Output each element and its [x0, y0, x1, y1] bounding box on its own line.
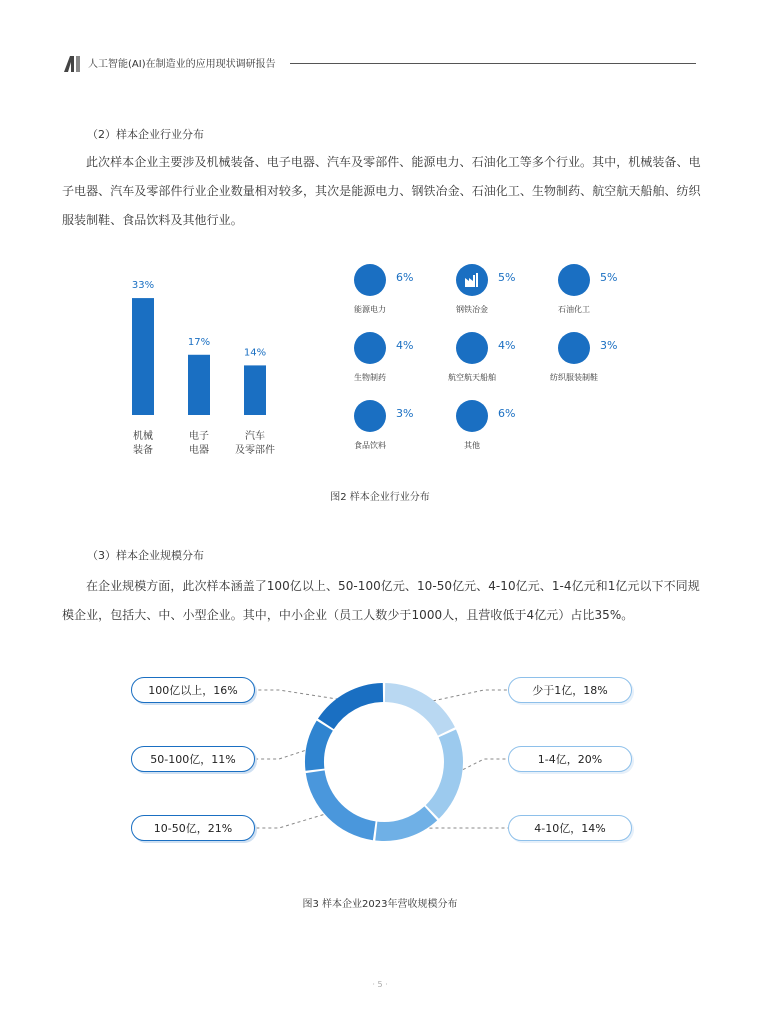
donut-slice: [318, 683, 383, 729]
bar: [244, 365, 266, 415]
industry-pct: 3%: [396, 407, 414, 420]
industry-circle: [354, 400, 386, 432]
donut-label-1-4yi: 1-4亿，20%: [508, 746, 632, 772]
page-number: · 5 ·: [372, 980, 388, 989]
industry-pct: 4%: [396, 339, 414, 352]
industry-pct: 5%: [498, 271, 516, 284]
section-2-paragraph: [62, 148, 702, 235]
industry-item: [456, 400, 546, 462]
industry-name: 能源电力: [354, 305, 386, 314]
industry-pct: 4%: [498, 339, 516, 352]
donut-label-10-50yi: 10-50亿，21%: [131, 815, 255, 841]
donut-label-4-10yi: 4-10亿，14%: [508, 815, 632, 841]
industry-item: [550, 332, 648, 394]
page-header: [64, 52, 696, 74]
industry-item: [354, 332, 444, 394]
industry-name: 石油化工: [558, 305, 590, 314]
industry-item: [558, 264, 648, 326]
donut-slice: [306, 770, 376, 840]
donut-label-50-100yi: 50-100亿，11%: [131, 746, 255, 772]
industry-circle: [456, 264, 488, 296]
industry-name: 食品饮料: [354, 441, 386, 450]
section-3-title: （3）样本企业规模分布: [87, 549, 204, 562]
bar-value-label: 33%: [131, 280, 155, 292]
factory-icon: [464, 272, 480, 288]
donut-label-under-1yi: 少于1亿，18%: [508, 677, 632, 703]
industry-item: [354, 264, 444, 326]
section-2-text: 此次样本企业主要涉及机械装备、电子电器、汽车及零部件、能源电力、石油化工等多个行业。其中，机械装备、电子电器、汽车及零部件行业企业数量相对较多，其次是能源电力、钢铁冶金、石油化工、生物制药、航空航天船舶、纺织服装制鞋、食品饮料及其他行业。: [62, 155, 701, 227]
bar: [188, 355, 210, 415]
section-3-text: 在企业规模方面，此次样本涵盖了100亿以上、50-100亿元、10-50亿元、4-10亿元、1-4亿元和1亿元以下不同规模企业，包括大、中、小型企业。其中，中小企业（员工人数少于1000人，且营收低于4亿元）占比35%。: [62, 579, 700, 622]
industry-name: 纺织服装制鞋: [550, 373, 598, 382]
revenue-donut-chart: [294, 672, 474, 852]
industry-bar-chart: [120, 255, 300, 465]
industry-circle: [456, 332, 488, 364]
bar-category-label: 装备: [133, 445, 153, 456]
industry-pct: 6%: [396, 271, 414, 284]
donut-slice: [305, 721, 333, 771]
bar-value-label: 17%: [187, 336, 211, 348]
industry-circle: [558, 264, 590, 296]
industry-pct: 6%: [498, 407, 516, 420]
industry-item: [448, 332, 546, 394]
header-divider: [290, 63, 696, 64]
industry-name: 生物制药: [354, 373, 386, 382]
industry-circle: [354, 264, 386, 296]
bar-category-label: 汽车: [245, 431, 265, 442]
industry-circle: [558, 332, 590, 364]
donut-slice: [426, 729, 463, 818]
donut-slice: [375, 806, 437, 841]
section-3-paragraph: [62, 572, 702, 630]
industry-name: 钢铁冶金: [456, 305, 488, 314]
industry-item: [354, 400, 444, 462]
industry-name: 其他: [464, 441, 480, 450]
industry-pct: 3%: [600, 339, 618, 352]
industry-circle: [354, 332, 386, 364]
industry-item: [456, 264, 546, 326]
industry-circle: [456, 400, 488, 432]
ai-logo-icon: [64, 56, 84, 72]
figure-2-caption: 图2 样本企业行业分布: [330, 492, 430, 503]
bar-value-label: 14%: [243, 347, 267, 359]
bar: [132, 298, 154, 415]
figure-3-caption: 图3 样本企业2023年营收规模分布: [302, 899, 458, 910]
industry-pct: 5%: [600, 271, 618, 284]
donut-slice: [385, 683, 455, 736]
bar-category-label: 机械: [133, 431, 153, 442]
bar-category-label: 及零部件: [235, 445, 275, 456]
bar-category-label: 电子: [189, 431, 209, 442]
donut-label-100yi-plus: 100亿以上，16%: [131, 677, 255, 703]
industry-name: 航空航天船舶: [448, 373, 496, 382]
report-title: 人工智能(AI)在制造业的应用现状调研报告: [88, 59, 276, 70]
section-2-title: （2）样本企业行业分布: [87, 128, 204, 141]
bar-category-label: 电器: [189, 445, 209, 456]
